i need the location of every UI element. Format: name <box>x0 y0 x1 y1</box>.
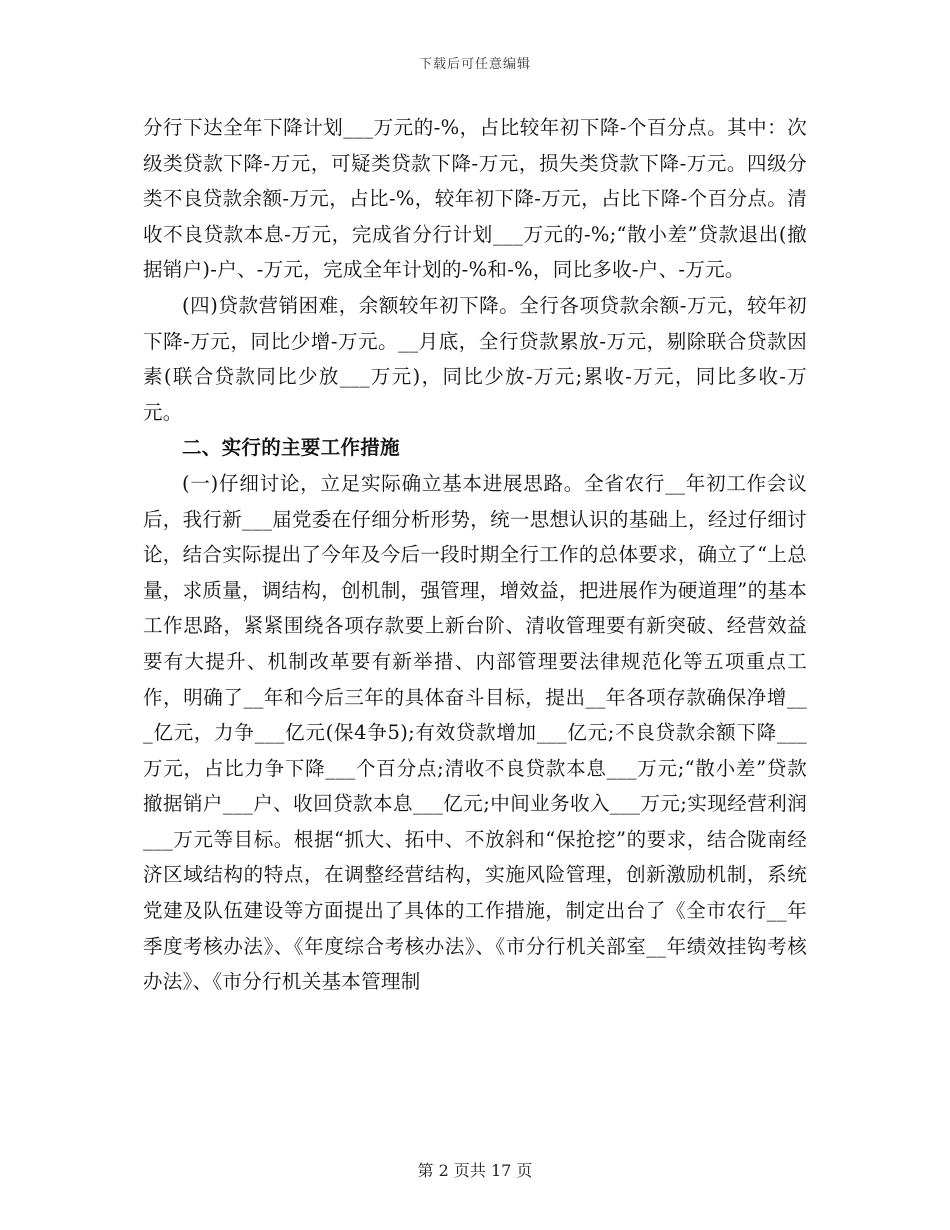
document-body <box>143 110 807 1000</box>
section-heading: 二、实行的主要工作措施 <box>182 436 400 460</box>
paragraph-loan-quality: 分行下达全年下降计划___万元的-%，占比较年初下降-个百分点。其中：次级类贷款下降-万元，可疑类贷款下降-万元，损失类贷款下降-万元。四级分类不良贷款余额-万元，占比-%，较年初下降-万元，占比下降-个百分点。清收不良贷款本息-万元，完成省分行计划___万元的-%;“散小差”贷款退出(撤据销户)-户、-万元，完成全年计划的-%和-%，同比多收-户、-万元。 <box>143 116 807 282</box>
paragraph-work-measures: (一)仔细讨论，立足实际确立基本进展思路。全省农行__年初工作会议后，我行新___届党委在仔细分析形势，统一思想认识的基础上，经过仔细讨论，结合实际提出了今年及今后一段时期全行工作的总体要求，确立了“上总量，求质量，调结构，创机制，强管理，增效益，把进展作为硬道理”的基本工作思路，紧紧围绕各项存款要上新台阶、清收管理要有新突破、经营效益要有大提升、机制改革要有新举措、内部管理要法律规范化等五项重点工作，明确了__年和今后三年的具体奋斗目标，提出__年各项存款确保净增___亿元，力争___亿元(保4争5);有效贷款增加___亿元;不良贷款余额下降___万元，占比力争下降___个百分点;清收不良贷款本息___万元;“散小差”贷款撤据销户___户、收回贷款本息___亿元;中间业务收入___万元;实现经营利润___万元等目标。根据“抓大、拓中、不放斜和“保抢挖”的要求，结合陇南经济区域结构的特点，在调整经营结构，实施风险管理，创新激励机制，系统党建及队伍建设等方面提出了具体的工作措施，制定出台了《全市农行__年季度考核办法》、《年度综合考核办法》、《市分行机关部室__年绩效挂钩考核办法》、《市分行机关基本管理制 <box>143 471 807 994</box>
paragraph-loan-marketing: (四)贷款营销困难，余额较年初下降。全行各项贷款余额-万元，较年初下降-万元，同比少增-万元。__月底，全行贷款累放-万元，剔除联合贷款因素(联合贷款同比少放___万元)，同比少放-万元;累收-万元，同比多收-万元。 <box>143 293 807 424</box>
page-footer: 第 2 页共 17 页 <box>417 1161 533 1180</box>
page-header: 下载后可任意编辑 <box>418 57 531 72</box>
